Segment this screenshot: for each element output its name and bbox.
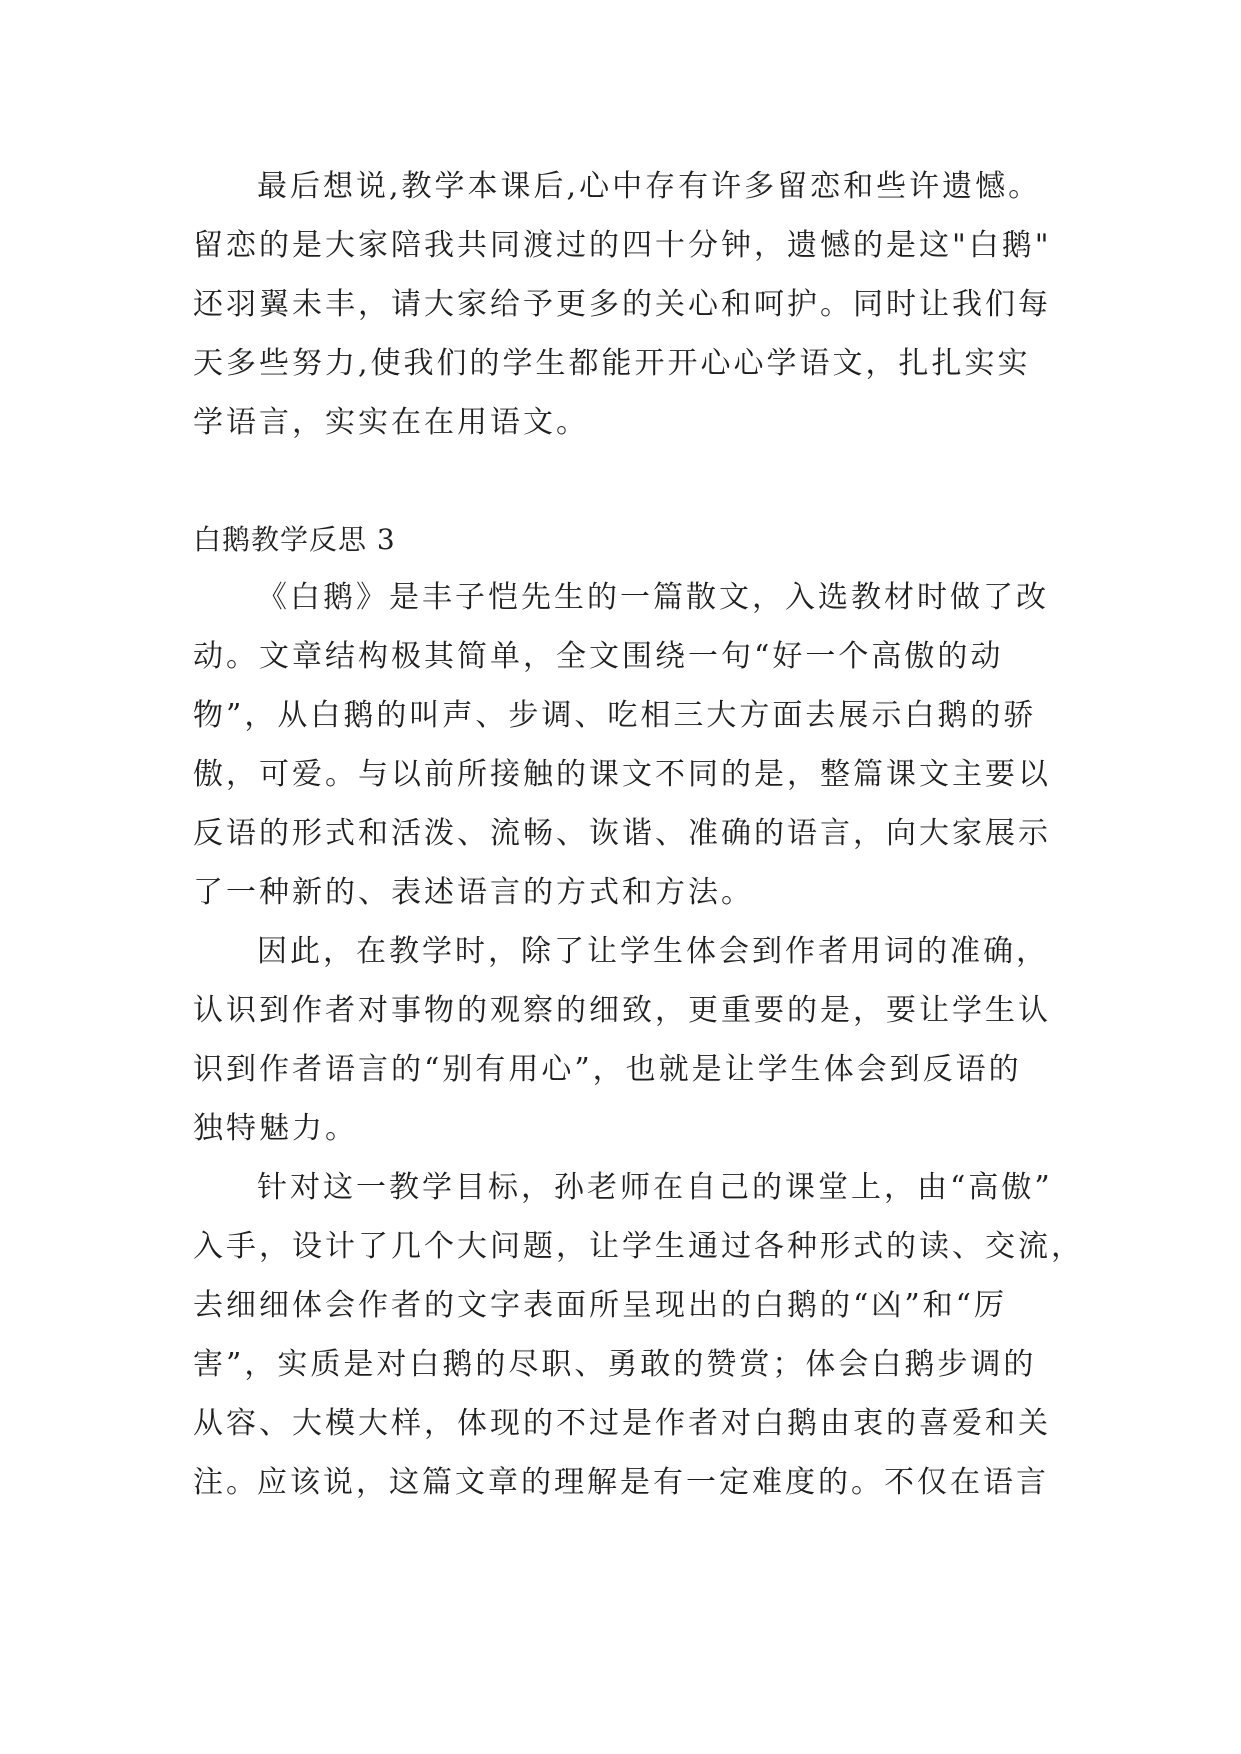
text-line: 反语的形式和活泼、流畅、诙谐、准确的语言，向大家展示	[193, 816, 1051, 851]
text-line: 了一种新的、表述语言的方式和方法。	[193, 875, 754, 910]
text-line: 因此，在教学时，除了让学生体会到作者用词的准确，	[257, 934, 1049, 969]
text-line: 天多些努力,使我们的学生都能开开心心学语文，扎扎实实	[193, 346, 1031, 381]
text-line: 学语言，实实在在用语文。	[193, 405, 589, 440]
text-line: 应该说，这篇文章的理解是有一定难度的。不仅在语言	[257, 1465, 1049, 1500]
paragraph-intro	[193, 568, 1053, 922]
text-line: 留恋的是大家陪我共同渡过的四十分钟，遗憾的是这"白鹅"	[193, 228, 1052, 263]
text-line: 《白鹅》是丰子恺先生的一篇散文，入选教材时做了改	[257, 580, 1049, 615]
text-line: 针对这一教学目标，孙老师在自己的课堂上，由“高傲”	[257, 1170, 1053, 1205]
text-line: 动。文章结构极其简单，全文围绕一句“好一个高傲的动	[193, 639, 1004, 674]
text-line: 害”，实质是对白鹅的尽职、勇敢的赞赏；体会白鹅步调的	[193, 1347, 1037, 1382]
text-line: 入手，设计了几个大问题，让学生通过各种形式的读、交流，	[193, 1229, 1084, 1264]
text-line: 注。	[193, 1465, 259, 1500]
paragraph-difficulty	[193, 1453, 1053, 1512]
text-line: 从容、大模大样，体现的不过是作者对白鹅由衷的喜爱和关	[193, 1406, 1051, 1441]
text-line: 最后想说,教学本课后,心中存有许多留恋和些许遗憾。	[257, 169, 1042, 204]
text-line: 独特魅力。	[193, 1111, 358, 1146]
text-line: 识到作者语言的“别有用心”，也就是让学生体会到反语的	[193, 1052, 1022, 1087]
paragraph-reflection-closing	[193, 157, 1053, 452]
text-line: 认识到作者对事物的观察的细致，更重要的是，要让学生认	[193, 993, 1051, 1028]
section-heading-text: 白鹅教学反思 3	[193, 523, 396, 556]
section-heading	[193, 510, 1053, 569]
text-line: 还羽翼未丰，请大家给予更多的关心和呵护。同时让我们每	[193, 287, 1051, 322]
text-line: 傲，可爱。与以前所接触的课文不同的是，整篇课文主要以	[193, 757, 1051, 792]
paragraph-teaching-goal	[193, 922, 1053, 1158]
text-line: 去细细体会作者的文字表面所呈现出的白鹅的“凶”和“厉	[193, 1288, 1008, 1323]
text-line: 物”，从白鹅的叫声、步调、吃相三大方面去展示白鹅的骄	[193, 698, 1037, 733]
